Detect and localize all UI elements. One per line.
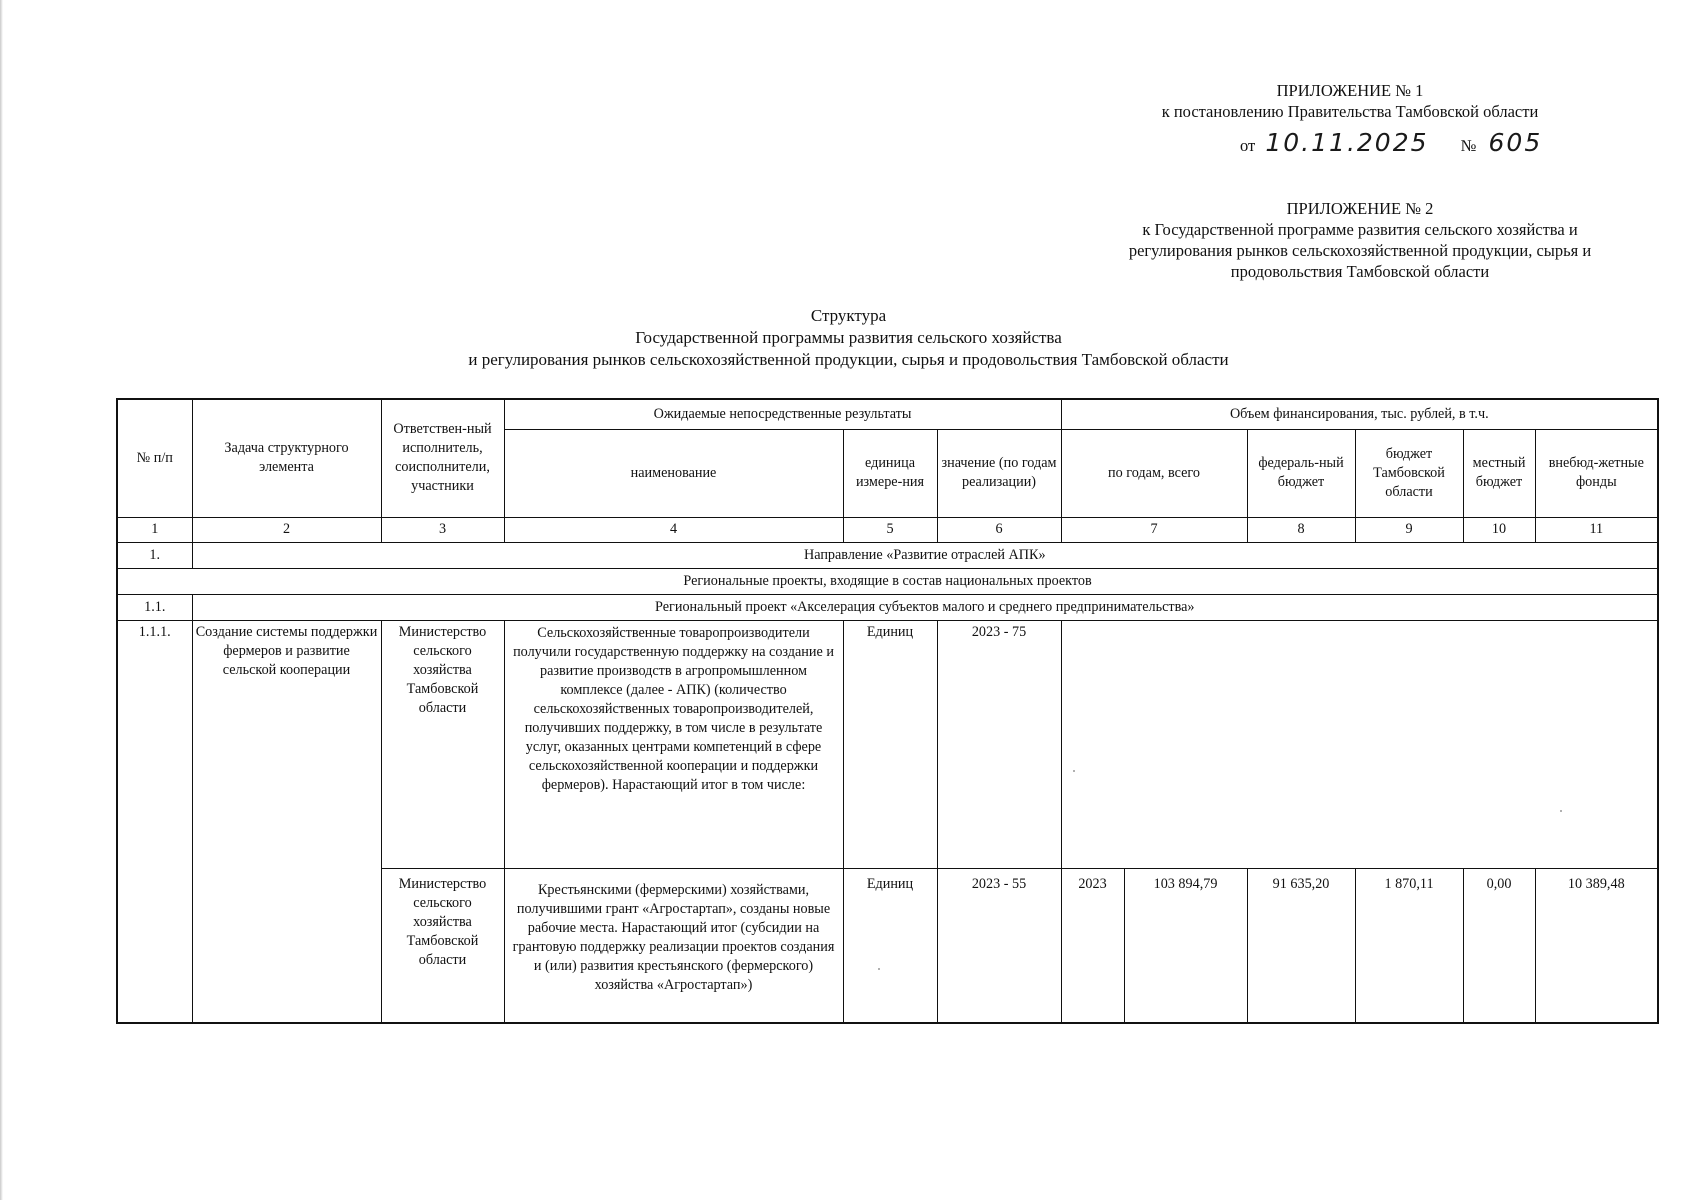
funding-year: 2023 (1061, 868, 1124, 1023)
appendix-2-header (1080, 198, 1640, 282)
header-responsible: Ответствен-ный исполнитель, соисполнители, участники (381, 399, 504, 517)
header-unit: единица измере-ния (843, 429, 937, 517)
col-number: 1 (117, 517, 192, 542)
item-num: 1.1.1. (117, 620, 192, 1023)
appendix-2-line-3: продовольствия Тамбовской области (1230, 262, 1490, 281)
direction-row (117, 542, 1658, 568)
item-value: 2023 - 75 (937, 620, 1061, 868)
scan-speck (1560, 810, 1562, 812)
handwritten-number: 605 (1488, 128, 1543, 157)
item-unit: Единиц (843, 620, 937, 868)
item-responsible: Министерство сельского хозяйства Тамбовской области (381, 868, 504, 1023)
appendix-1-title: ПРИЛОЖЕНИЕ № 1 (1276, 81, 1424, 100)
col-number: 7 (1061, 517, 1247, 542)
number-label: № (1460, 136, 1477, 155)
direction-num: 1. (117, 542, 192, 568)
item-responsible: Министерство сельского хозяйства Тамбовской области (381, 620, 504, 868)
col-number: 8 (1247, 517, 1355, 542)
header-num: № п/п (117, 399, 192, 517)
header-funding: Объем финансирования, тыс. рублей, в т.ч. (1061, 399, 1658, 429)
structure-table (116, 398, 1659, 1024)
header-expected-results: Ожидаемые непосредственные результаты (504, 399, 1061, 429)
col-number: 11 (1535, 517, 1658, 542)
direction-text: Направление «Развитие отраслей АПК» (192, 542, 1658, 568)
regional-projects-row (117, 568, 1658, 594)
col-number: 2 (192, 517, 381, 542)
title-line-1: Структура (810, 306, 887, 325)
funding-empty-cell (1061, 620, 1658, 868)
appendix-2-line-1: к Государственной программе развития сельского хозяйства и (1142, 220, 1578, 239)
item-task: Создание системы поддержки фермеров и развитие сельской кооперации (192, 620, 381, 1023)
col-number: 6 (937, 517, 1061, 542)
col-number: 10 (1463, 517, 1535, 542)
item-value: 2023 - 55 (937, 868, 1061, 1023)
document-title (0, 305, 1697, 371)
header-by-years: по годам, всего (1061, 429, 1247, 517)
scan-speck (878, 968, 880, 970)
item-result-name: Сельскохозяйственные товаропроизводители получили государственную поддержку на создание и развитие производств в агропромышленном комплексе (далее - АПК) (количество сельскохозяйственных товаропроизводителей, получивших поддержку, в том числе в результате услуг, оказанных центрами компетенций в сфере сельскохозяйственной кооперации и поддержки фермеров). Нарастающий итог в том числе: (504, 620, 843, 868)
handwritten-date: 10.11.2025 (1265, 128, 1429, 157)
column-numbers-row (117, 517, 1658, 542)
header-value: значение (по годам реализации) (937, 429, 1061, 517)
funding-offbudget: 10 389,48 (1535, 868, 1658, 1023)
header-local-budget: местный бюджет (1463, 429, 1535, 517)
project-row (117, 594, 1658, 620)
col-number: 3 (381, 517, 504, 542)
appendix-1-subtitle: к постановлению Правительства Тамбовской области (1161, 102, 1539, 121)
appendix-2-line-2: регулирования рынков сельскохозяйственной продукции, сырья и (1128, 241, 1592, 260)
scan-speck (1073, 770, 1075, 772)
header-regional-budget: бюджет Тамбовской области (1355, 429, 1463, 517)
funding-federal: 91 635,20 (1247, 868, 1355, 1023)
header-task: Задача структурного элемента (192, 399, 381, 517)
col-number: 5 (843, 517, 937, 542)
funding-local: 0,00 (1463, 868, 1535, 1023)
title-line-3: и регулирования рынков сельскохозяйственной продукции, сырья и продовольствия Тамбовской области (468, 350, 1229, 369)
scan-edge (0, 0, 3, 1200)
col-number: 9 (1355, 517, 1463, 542)
item-result-name: Крестьянскими (фермерскими) хозяйствами, получившими грант «Агростартап», созданы новые рабочие места. Нарастающий итог (субсидии на грантовую поддержку реализации проектов создания и (или) развития крестьянского (фермерского) хозяйства «Агростартап») (504, 868, 843, 1023)
appendix-1-header (1100, 80, 1600, 122)
item-unit: Единиц (843, 868, 937, 1023)
funding-regional: 1 870,11 (1355, 868, 1463, 1023)
header-offbudget: внебюд-жетные фонды (1535, 429, 1658, 517)
header-row-1 (117, 399, 1658, 429)
col-number: 4 (504, 517, 843, 542)
table-row (117, 620, 1658, 868)
regional-projects-text: Региональные проекты, входящие в состав национальных проектов (117, 568, 1658, 594)
resolution-date-line (1240, 128, 1542, 157)
funding-total: 103 894,79 (1124, 868, 1247, 1023)
project-text: Региональный проект «Акселерация субъектов малого и среднего предпринимательства» (192, 594, 1658, 620)
date-label: от (1240, 136, 1256, 155)
title-line-2: Государственной программы развития сельского хозяйства (635, 328, 1062, 347)
header-federal: федераль-ный бюджет (1247, 429, 1355, 517)
appendix-2-title: ПРИЛОЖЕНИЕ № 2 (1286, 199, 1434, 218)
header-name: наименование (504, 429, 843, 517)
project-num: 1.1. (117, 594, 192, 620)
